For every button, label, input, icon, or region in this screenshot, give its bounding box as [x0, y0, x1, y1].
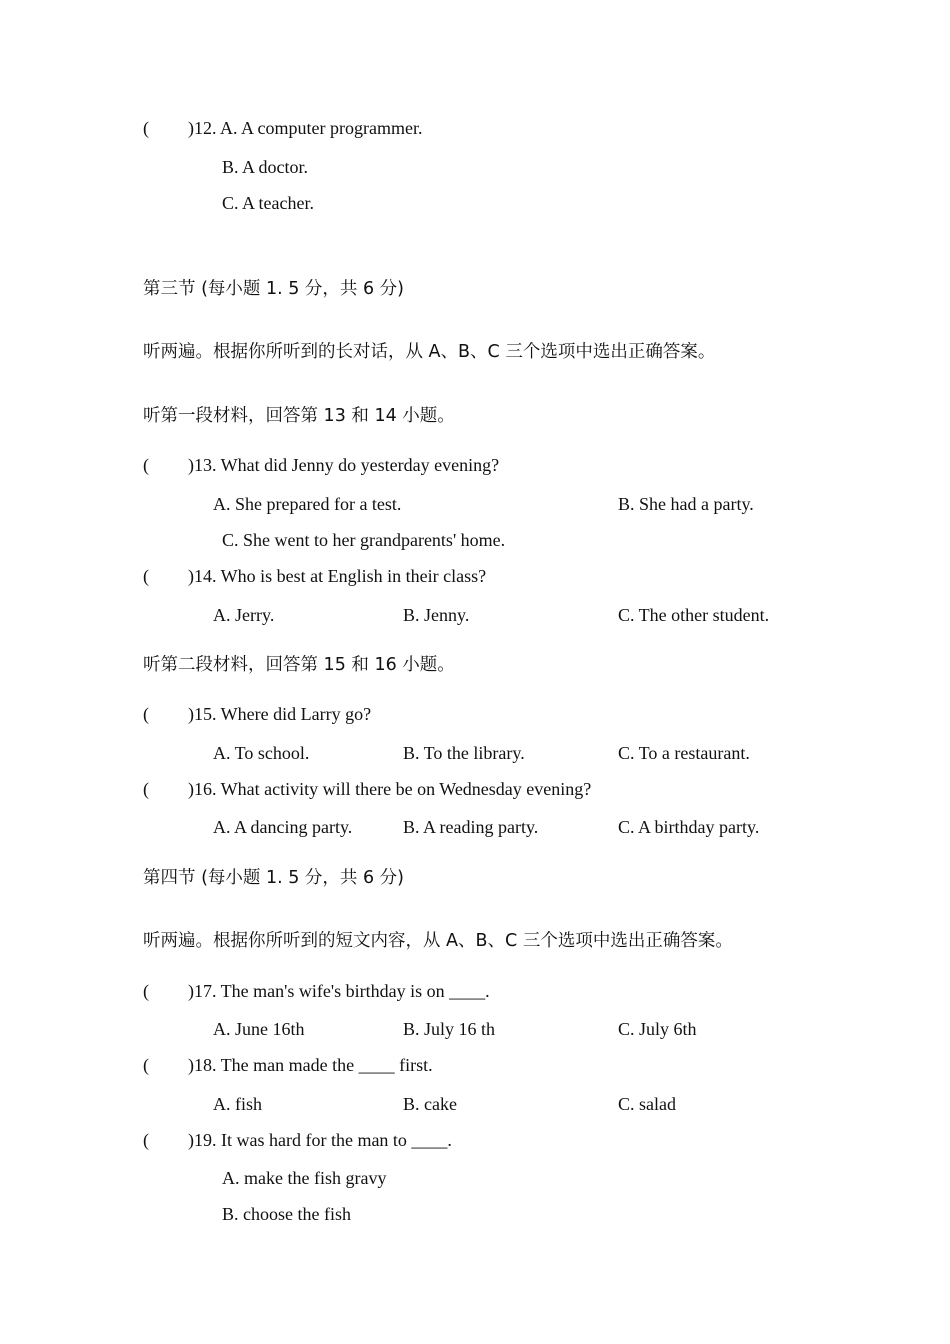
q16-option-a: A. A dancing party. [213, 817, 353, 837]
q19-paren: ( [143, 1130, 149, 1150]
q16-paren: ( [143, 779, 149, 799]
q17-option-b: B. July 16 th [403, 1019, 496, 1039]
q13-stem: )13. What did Jenny do yesterday evening? [188, 455, 500, 475]
q14-option-a: A. Jerry. [213, 605, 275, 625]
q14-paren: ( [143, 566, 149, 586]
q19-option-a: A. make the fish gravy [222, 1168, 387, 1188]
q16-stem: )16. What activity will there be on Wednesday evening? [188, 779, 592, 799]
q12-paren: ( [143, 118, 149, 138]
q18-option-c: C. salad [618, 1094, 676, 1114]
q19-option-b: B. choose the fish [222, 1204, 351, 1224]
q13-paren: ( [143, 455, 149, 475]
q17-paren: ( [143, 981, 149, 1001]
section3-header: 第三节 (每小题 1. 5 分，共 6 分) [143, 279, 404, 299]
q12-stem: )12. A. A computer programmer. [188, 118, 423, 138]
section3-passage2-label: 听第二段材料，回答第 15 和 16 小题。 [143, 655, 455, 675]
q15-option-b: B. To the library. [403, 743, 525, 763]
q15-paren: ( [143, 704, 149, 724]
q18-stem: )18. The man made the ____ first. [188, 1055, 433, 1075]
section3-passage1-label: 听第一段材料，回答第 13 和 14 小题。 [143, 406, 455, 426]
q15-option-c: C. To a restaurant. [618, 743, 750, 763]
section4-instruction: 听两遍。根据你所听到的短文内容，从 A、B、C 三个选项中选出正确答案。 [143, 931, 733, 951]
q17-option-a: A. June 16th [213, 1019, 305, 1039]
section3-instruction: 听两遍。根据你所听到的长对话，从 A、B、C 三个选项中选出正确答案。 [143, 342, 716, 362]
q18-option-b: B. cake [403, 1094, 457, 1114]
q16-option-b: B. A reading party. [403, 817, 539, 837]
q12-option-c: C. A teacher. [222, 193, 314, 213]
q15-stem: )15. Where did Larry go? [188, 704, 372, 724]
q13-option-c: C. She went to her grandparents' home. [222, 530, 506, 550]
q14-option-c: C. The other student. [618, 605, 770, 625]
q12-option-b: B. A doctor. [222, 157, 309, 177]
q13-option-a: A. She prepared for a test. [213, 494, 402, 514]
q16-option-c: C. A birthday party. [618, 817, 760, 837]
q18-option-a: A. fish [213, 1094, 262, 1114]
q18-paren: ( [143, 1055, 149, 1075]
section4-header: 第四节 (每小题 1. 5 分，共 6 分) [143, 868, 404, 888]
q13-option-b: B. She had a party. [618, 494, 754, 514]
q17-option-c: C. July 6th [618, 1019, 697, 1039]
q15-option-a: A. To school. [213, 743, 310, 763]
q14-option-b: B. Jenny. [403, 605, 470, 625]
q19-stem: )19. It was hard for the man to ____. [188, 1130, 452, 1150]
q17-stem: )17. The man's wife's birthday is on ____. [188, 981, 490, 1001]
q14-stem: )14. Who is best at English in their class? [188, 566, 487, 586]
